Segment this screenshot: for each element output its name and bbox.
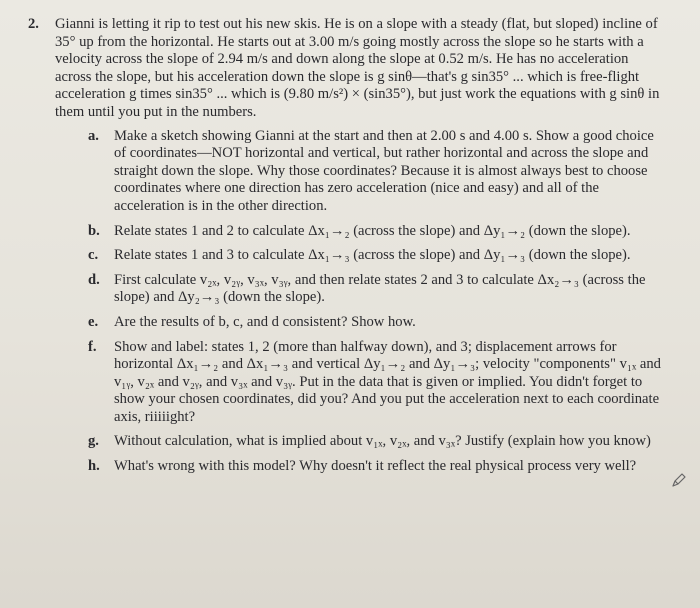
part-text: Are the results of b, c, and d consistent? Show how. <box>114 313 416 330</box>
part-b <box>88 223 670 241</box>
part-text: Without calculation, what is implied about v₁ₓ, v₂ₓ, and v₃ₓ? Justify (explain how you know) <box>114 433 651 450</box>
part-letter: b. <box>88 222 100 239</box>
part-h <box>88 458 670 476</box>
part-letter: a. <box>88 127 99 144</box>
part-text: What's wrong with this model? Why doesn't it reflect the real physical process very well? <box>114 458 637 475</box>
part-letter: d. <box>88 271 100 288</box>
part-letter: g. <box>88 433 99 450</box>
part-g <box>88 433 670 451</box>
problem-stem-text: Gianni is letting it rip to test out his new skis. He is on a slope with a steady (flat, but sloped) incline of 35° up from the horizontal. He starts out at 3.00 m/s going mostly across the slope so he starts with a velocity across the slope of 2.94 m/s and down along the slope at 0.52 m/s. He has no acceleration across the slope, but his acceleration down the slope is g sinθ—that's g sin35° ... which is free-flight acceleration g times sin35° ... which is (9.80 m/s²) × (sin35°), but just work the equations with g sinθ in them until you put in the numbers. <box>55 16 660 120</box>
part-letter: e. <box>88 313 99 330</box>
part-text: Make a sketch showing Gianni at the start and then at 2.00 s and 4.00 s. Show a good choice of coordinates—NOT horizontal and vertical, but rather horizontal and across the slope and straight down the slope. Why those coordinates? Because it is almost always best to choose coordinates where one direction has zero acceleration (nice and easy) and all of the acceleration is in the other direction. <box>114 127 654 214</box>
part-text: Relate states 1 and 2 to calculate Δx₁→₂ (across the slope) and Δy₁→₂ (down the slope). <box>114 222 631 239</box>
problem-stem <box>22 16 670 122</box>
part-f <box>88 339 670 427</box>
problem-2 <box>22 16 670 483</box>
part-letter: f. <box>88 338 97 355</box>
problem-number: 2. <box>28 16 39 32</box>
part-d <box>88 272 670 307</box>
part-e <box>88 314 670 332</box>
problem-parts <box>22 128 670 476</box>
part-text: Show and label: states 1, 2 (more than halfway down), and 3; displacement arrows for horizontal Δx₁→₂ and Δx₁→₃ and vertical Δy₁→₂ and Δy₁→₃; velocity "components" v₁ₓ and v₁ᵧ, v₂ₓ and v₂ᵧ, and v₃ₓ and v₃ᵧ. Put in the data that is given or implied. You didn't forget to show your chosen coordinates, did you? And you put the acceleration next to each coordinate axis, riiiiight? <box>114 338 661 425</box>
part-letter: h. <box>88 458 100 475</box>
part-text: Relate states 1 and 3 to calculate Δx₁→₃ (across the slope) and Δy₁→₃ (down the slope). <box>114 247 631 264</box>
part-a <box>88 128 670 216</box>
part-text: First calculate v₂ₓ, v₂ᵧ, v₃ₓ, v₃ᵧ, and then relate states 2 and 3 to calculate Δx₂→₃ (across the slope) and Δy₂→₃ (down the slope). <box>114 271 646 306</box>
part-c <box>88 247 670 265</box>
part-letter: c. <box>88 247 99 264</box>
pen-cursor-icon <box>671 472 687 488</box>
